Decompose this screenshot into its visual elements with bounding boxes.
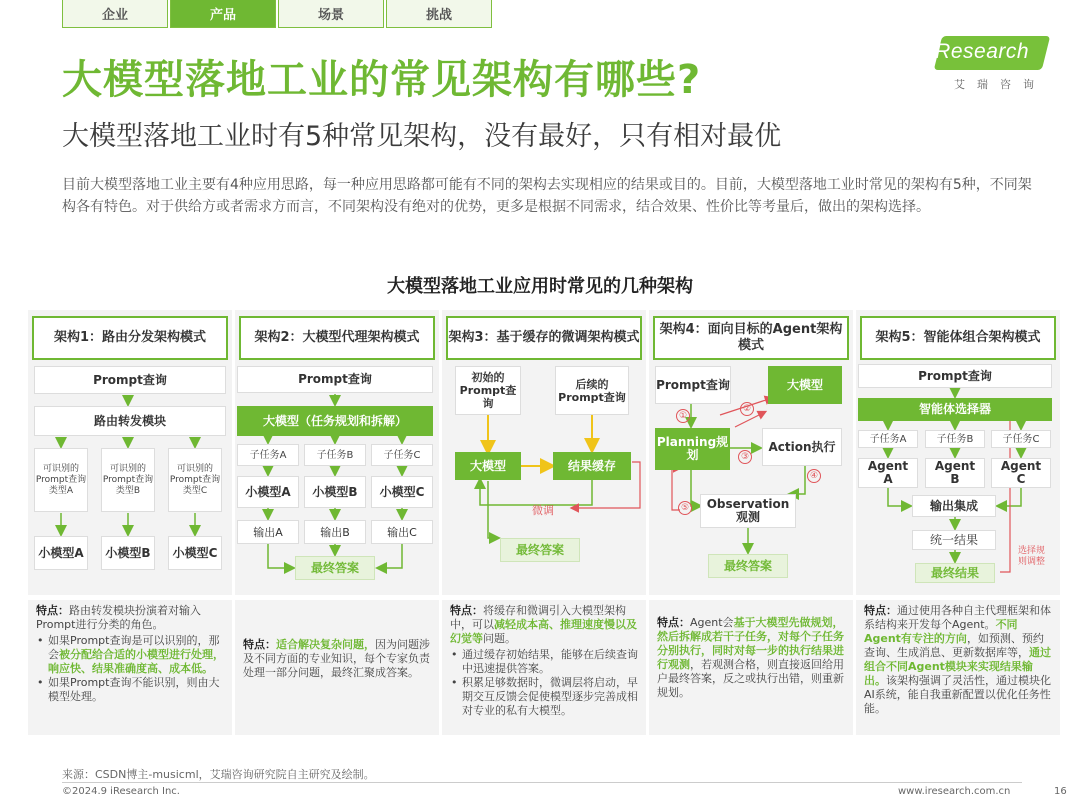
page-subtitle: 大模型落地工业时有5种常见架构，没有最好，只有相对最优 bbox=[62, 121, 782, 152]
arch2-note-text: 因为问题涉及不同方面的专业知识，每个专家负责处理一部分问题，最终汇聚成答案。 bbox=[243, 638, 430, 679]
arch4-step-5: ⑤ bbox=[678, 501, 692, 515]
arch2-note-highlight: 适合解决复杂问题， bbox=[276, 638, 375, 651]
arch3-final-answer: 最终答案 bbox=[500, 538, 580, 562]
arch4-note bbox=[649, 600, 853, 735]
source-note: 来源：CSDN博主-musicml，艾瑞咨询研究院自主研究及绘制。 bbox=[62, 768, 375, 781]
arch2-small-model-a: 小模型A bbox=[237, 476, 299, 508]
arch3-note bbox=[442, 600, 646, 735]
arch4-final-answer: 最终答案 bbox=[708, 554, 788, 578]
tab-scenario[interactable]: 场景 bbox=[278, 0, 384, 28]
arch1-small-model-b: 小模型B bbox=[101, 536, 155, 570]
arch3-llm-box: 大模型 bbox=[455, 452, 521, 480]
arch4-llm-box: 大模型 bbox=[768, 366, 842, 404]
arch3-note-text: 将缓存和微调引入大模型架构中，可以 bbox=[450, 604, 626, 631]
arch2-small-model-c: 小模型C bbox=[371, 476, 433, 508]
arch2-subtask-a: 子任务A bbox=[237, 444, 299, 466]
arch5-integrate-box: 输出集成 bbox=[912, 495, 996, 517]
arch1-note-bullet-1 bbox=[36, 634, 224, 676]
arch2-output-c: 输出C bbox=[371, 520, 433, 544]
arch5-note-text: 通过使用各种自主代理框架和体系结构来开发每个Agent。 bbox=[864, 604, 1051, 631]
copyright: ©2024.9 iResearch Inc. bbox=[62, 786, 180, 797]
arch5-unify-box: 统一结果 bbox=[912, 530, 996, 550]
arch5-final-result: 最终结果 bbox=[915, 563, 995, 583]
tab-enterprise[interactable]: 企业 bbox=[62, 0, 168, 28]
arch2-llm-box: 大模型（任务规划和拆解） bbox=[237, 406, 433, 436]
arch3-tune-label: 微调 bbox=[532, 504, 554, 517]
arch3-initial-prompt: 初始的Prompt查询 bbox=[455, 366, 521, 415]
arch1-note bbox=[28, 600, 232, 735]
intro-paragraph: 目前大模型落地工业主要有4种应用思路，每一种应用思路都可能有不同的架构去实现相应的结果或目的。目前，大模型落地工业时常见的架构有5种，不同架构各有特色。对于供给方或者需求方而言，不同架构没有绝对的优势，更多是根据不同需求，结合效果、性价比等考量后，做出的架构选择。 bbox=[62, 177, 1032, 215]
arch3-note-label: 特点： bbox=[450, 604, 483, 617]
arch1-router-box: 路由转发模块 bbox=[34, 406, 226, 436]
arch2-prompt-box: Prompt查询 bbox=[237, 366, 433, 393]
arch3-note-bullet-2: • 积累足够数据时，微调层将启动，早期交互反馈会促使模型逐步完善成相对专业的私有大模型。 bbox=[450, 676, 638, 718]
arch3-note-list bbox=[450, 648, 638, 718]
arch2-final-answer: 最终答案 bbox=[295, 556, 375, 580]
arch5-note bbox=[856, 600, 1060, 735]
arch5-feedback-label: 选择规则调整 bbox=[1018, 546, 1046, 567]
arch2-subtask-c: 子任务C bbox=[371, 444, 433, 466]
arch1-note-bullet-1-pre: 如果Prompt查询是可以识别的，那会 bbox=[48, 634, 220, 661]
arch3-note-highlight: 减轻成本高、推理速度慢以及幻觉等 bbox=[450, 618, 637, 645]
arch1-type-b: 可识别的Prompt查询类型B bbox=[101, 448, 155, 512]
arch4-prompt-box: Prompt查询 bbox=[655, 366, 731, 404]
arch5-note-highlight-2: 通过组合不同Agent模块来实现结果输出。 bbox=[864, 646, 1051, 687]
arch4-action-box: Action执行 bbox=[762, 428, 842, 466]
tab-challenge[interactable]: 挑战 bbox=[386, 0, 492, 28]
logo-brand: iResearch bbox=[930, 40, 1030, 63]
arch5-note-tail: 该架构强调了灵活性，通过模块化 AI系统，能自我重新配置以优化任务性能。 bbox=[864, 674, 1051, 715]
arch1-note-bullet-2: • 如果Prompt查询不能识别，则由大模型处理。 bbox=[36, 676, 224, 704]
arch1-type-c: 可识别的Prompt查询类型C bbox=[168, 448, 222, 512]
arch1-type-a: 可识别的Prompt查询类型A bbox=[34, 448, 88, 512]
arch5-prompt-box: Prompt查询 bbox=[858, 364, 1052, 388]
logo-subtitle: 艾瑞咨询 bbox=[954, 78, 1046, 91]
arch4-note-label: 特点： bbox=[657, 616, 690, 629]
arch1-note-list bbox=[36, 634, 224, 704]
page-number: 16 bbox=[1054, 786, 1067, 797]
arch2-note-label: 特点： bbox=[243, 638, 276, 651]
arch5-header: 架构5：智能体组合架构模式 bbox=[860, 316, 1056, 360]
arch3-header: 架构3：基于缓存的微调架构模式 bbox=[446, 316, 642, 360]
diagram-title: 大模型落地工业应用时常见的几种架构 bbox=[387, 276, 693, 297]
arch5-agent-a: Agent A bbox=[858, 458, 918, 488]
arch4-note-text: ，若观测合格，则直接返回给用户最终答案，反之或执行出错，则重新规划。 bbox=[657, 658, 844, 699]
arch2-small-model-b: 小模型B bbox=[304, 476, 366, 508]
arch2-note bbox=[235, 600, 439, 735]
arch4-note-pre: Agent会 bbox=[690, 616, 734, 629]
arch3-note-tail: 问题。 bbox=[483, 632, 516, 645]
arch1-header: 架构1：路由分发架构模式 bbox=[32, 316, 228, 360]
arch1-note-label: 特点： bbox=[36, 604, 69, 617]
arch5-note-highlight-1: 不同Agent有专注的方向 bbox=[864, 618, 1018, 645]
arch2-output-a: 输出A bbox=[237, 520, 299, 544]
arch4-observation-box: Observation观测 bbox=[700, 494, 796, 528]
arch4-step-2: ② bbox=[740, 402, 754, 416]
arch5-subtask-c: 子任务C bbox=[991, 430, 1051, 448]
arch2-header: 架构2：大模型代理架构模式 bbox=[239, 316, 435, 360]
arch1-note-bullet-1-highlight: 被分配给合适的小模型进行处理，响应快、结果准确度高、成本低。 bbox=[48, 648, 224, 675]
website-url[interactable]: www.iresearch.com.cn bbox=[898, 786, 1011, 797]
arch5-subtask-a: 子任务A bbox=[858, 430, 918, 448]
arch4-header: 架构4：面向目标的Agent架构模式 bbox=[653, 316, 849, 360]
footer-divider bbox=[62, 782, 1022, 783]
arch4-step-1: ① bbox=[676, 409, 690, 423]
arch5-note-mid: ，如预测、预约查询、生成消息、更新数据库等， bbox=[864, 632, 1044, 659]
arch1-note-text: 路由转发模块扮演着对输入Prompt进行分类的角色。 bbox=[36, 604, 201, 631]
arch1-small-model-c: 小模型C bbox=[168, 536, 222, 570]
arch5-agent-c: Agent C bbox=[991, 458, 1051, 488]
arch3-note-bullet-1: • 通过缓存初始结果，能够在后续查询中迅速提供答案。 bbox=[450, 648, 638, 676]
page-title: 大模型落地工业的常见架构有哪些? bbox=[62, 57, 702, 103]
arch2-output-b: 输出B bbox=[304, 520, 366, 544]
arch1-prompt-box: Prompt查询 bbox=[34, 366, 226, 394]
arch4-note-highlight: 基于大模型先做规划，然后拆解成若干子任务，对每个子任务分别执行，同时对每一步的执行结果进行观测 bbox=[657, 616, 844, 671]
arch1-small-model-a: 小模型A bbox=[34, 536, 88, 570]
arch5-selector-box: 智能体选择器 bbox=[858, 398, 1052, 421]
tab-product[interactable]: 产品 bbox=[170, 0, 276, 28]
arch4-step-4: ④ bbox=[807, 469, 821, 483]
arch4-planning-box: Planning规划 bbox=[655, 428, 730, 470]
arch5-subtask-b: 子任务B bbox=[925, 430, 985, 448]
arch3-later-prompt: 后续的Prompt查询 bbox=[555, 366, 629, 415]
arch4-step-3: ③ bbox=[738, 450, 752, 464]
arch3-cache-box: 结果缓存 bbox=[553, 452, 631, 480]
arch5-note-label: 特点： bbox=[864, 604, 897, 617]
arch2-subtask-b: 子任务B bbox=[304, 444, 366, 466]
arch5-agent-b: Agent B bbox=[925, 458, 985, 488]
